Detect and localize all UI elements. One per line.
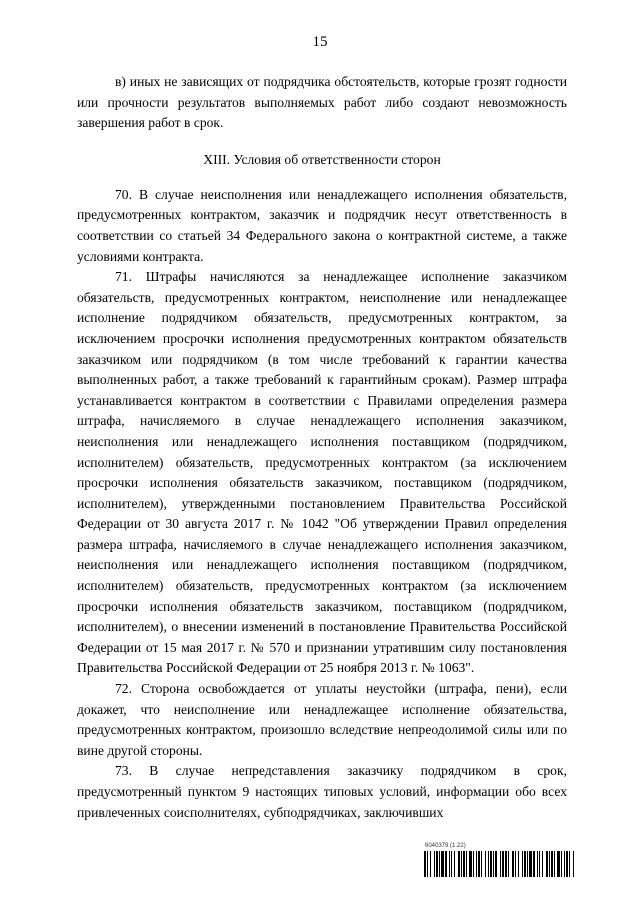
paragraph-70: 70. В случае неисполнения или ненадлежащего исполнения обязательств, предусмотренных контрактом, заказчик и подрядчик несут ответственность в соответствии со статьей 34 Федерального закона о контрактной системе, а также условиями контракта. [77, 186, 567, 264]
opening-paragraph: в) иных не зависящих от подрядчика обстоятельств, которые грозят годности или прочности результатов выполняемых работ либо создают невозможность завершения работ в срок. [77, 74, 567, 131]
barcode-image [424, 851, 574, 877]
paragraph-72: 72. Сторона освобождается от уплаты неустойки (штрафа, пени), если докажет, что неисполнение или ненадлежащее исполнение обязательства, предусмотренных контрактом, произошло вследствие непреодолимой силы или по вине другой стороны. [77, 681, 567, 758]
document-body [77, 72, 567, 823]
barcode-label: 6040379 (1.22) [425, 843, 466, 849]
section-title: XIII. Условия об ответственности сторон [203, 151, 441, 167]
page-number: 15 [312, 34, 328, 50]
paragraph-71: 71. Штрафы начисляются за ненадлежащее исполнение заказчиком обязательств, предусмотренных контрактом, неисполнение или ненадлежащее исполнение подрядчиком обязательств, предусмотренных контрактом, за исключением просрочки исполнения предусмотренных контрактом обязательств заказчиком или подрядчиком (в том числе требований к гарантии качества выполненных работ, а также требований к гарантийным срокам). Размер штрафа устанавливается контрактом в соответствии с Правилами определения размера штрафа, начисляемого в случае ненадлежащего исполнения заказчиком, неисполнения или ненадлежащего исполнения поставщиком (подрядчиком, исполнителем) обязательств, предусмотренных контрактом (за исключением просрочки исполнения обязательств заказчиком, поставщиком (подрядчиком, исполнителем), утвержденными постановлением Правительства Российской Федерации от 30 августа 2017 г. № 1042 "Об утверждении Правил определения размера штрафа, начисляемого в случае ненадлежащего исполнения заказчиком, неисполнения или ненадлежащего исполнения поставщиком (подрядчиком, исполнителем) обязательств, предусмотренных контрактом (за исключением просрочки исполнения обязательств заказчиком, поставщиком (подрядчиком, исполнителем), о внесении изменений в постановление Правительства Российской Федерации от 15 мая 2017 г. № 570 и признании утратившим силу постановления Правительства Российской Федерации от 25 ноября 2013 г. № 1063". [77, 269, 567, 676]
paragraph-73: 73. В случае непредставления заказчику подрядчиком в срок, предусмотренный пунктом 9 настоящих типовых условий, информации обо всех привлеченных соисполнителях, субподрядчиках, заключивших [77, 763, 567, 820]
